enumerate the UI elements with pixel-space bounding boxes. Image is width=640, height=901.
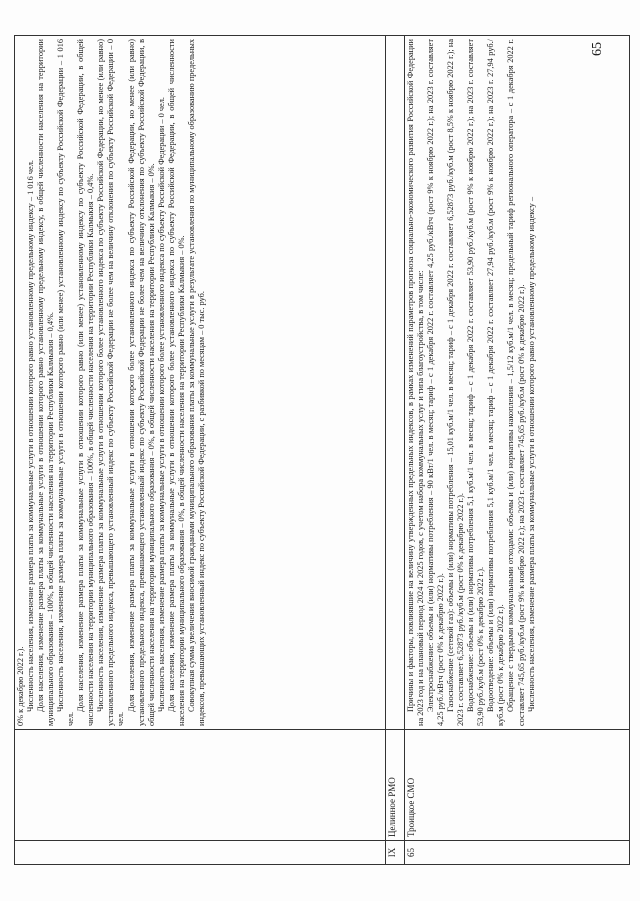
paragraph: Газоснабжение (сетевой газ): объемы и (или) нормативы потребления – 15,01 куб.м/1 чел. в месяц; тариф – с 1 декабря 2022 г. составляет 6,52873 руб./куб.м (рост 8,5% к ноябрю 2022 г.); на 2023 г. составляет 6,52873 руб./куб.м (рост 0% к декабрю 2022 г.). [446,39,466,726]
section-number-cell: IX [386,841,405,865]
table-row [15,36,386,865]
page-number: 65 [590,42,605,56]
paragraph: Причины и факторы, повлиявшие на величину утвержденных предельных индексов, в рамках изменений параметров прогноза социально-экономического развития Российской Федерации на 2023 год и на плановый период 2024 и 2025 годов, с учетом набора коммунальных услуг и типа благоустройства, в том числе: [406,39,426,726]
paragraph: Численность населения, изменение размера платы за коммунальные услуги в отношении которого равно установленному предельному индексу – 1 016 чел. [26,160,36,712]
description-cell [15,36,386,730]
section-name-cell: Целинное РМО [386,730,405,841]
paragraph: Доля населения, изменение размера платы за коммунальные услуги в отношении которого равно установленному предельному индексу, в общей численности населения на территории муниципального образования – 100%, в общей численности населения на территории Республики Калмыкия – 0,4%. [36,39,56,726]
paragraph: Численность населения, изменение размера платы за коммунальные услуги в отношении которого равно (или менее) установленному индексу по субъекту Российской Федерации – 1 016 чел. [56,39,76,726]
paragraph: Доля населения, изменение размера платы за коммунальные услуги в отношении которого более установленного индекса по субъекту Российской Федерации, в общей численности населения на территории муниципального образования – 0%, в общей численности населения на территории Республики Калмыкия – 0%. [166,39,186,726]
municipality-cell [15,730,386,841]
paragraph: Обращение с твердыми коммунальными отходами: объемы и (или) нормативы накопления – 1,5/12 куб.м/1 чел. в месяц; предельный тариф регионального оператора – с 1 декабря 2022 г. составляет 745,65 руб./куб.м (рост 9% к ноябрю 2022 г.); на 2023 г. составляет 745,65 руб./куб.м (рост 0% к декабрю 2022 г.). [506,39,526,726]
paragraph: Численность населения, изменение размера платы за коммунальные услуги в отношении которого более установленного индекса по субъекту Российской Федерации, но менее (или равно) установленного предельного индекса, превышающего установленный индекс по субъекту Российской Федерации не более чем на величину отклонения по субъекту Российской Федерации – 0 чел. [96,39,126,726]
paragraph: Численность населения, изменение размера платы за коммунальные услуги в отношении которого более установленного индекса по субъекту Российской Федерации – 0 чел. [156,97,166,712]
paragraph: Водоотведение: объемы и (или) нормативы потребления 5,1 куб.м/1 чел. в месяц; тариф – с 1 декабря 2022 г. составляет 27,94 руб./куб.м (рост 9% к ноябрю 2022 г.); на 2023 г. 27,94 руб./куб.м (рост 0% к декабрю 2022 г.). [486,39,506,726]
paragraph: 0% к декабрю 2022 г.). [16,646,25,726]
table-row [405,36,630,865]
section-empty-cell [386,36,405,730]
paragraph: Совокупная сумма увеличения вносимой гражданами муниципального образования платы за коммунальные услуги в результате установления по муниципальному образованию предельных индексов, превышающих установленный индекс по субъекту Российской Федерации, с разбивкой по месяцам – 0 тыс. руб. [186,39,206,726]
municipality-cell: Троицкое СМО [405,730,630,841]
paragraph: Доля населения, изменение размера платы за коммунальные услуги в отношении которого равно (или менее) установленному индексу по субъекту Российской Федерации, в общей численности населения на территории муниципального образования – 100%, в общей численности населения на территории Республики Калмыкия – 0,4%. [76,39,96,726]
paragraph: Численность населения, изменение размера платы за коммунальные услуги в отношении которого равно установленному предельному индексу – [526,196,536,712]
paragraph: Водоснабжение: объемы и (или) нормативы потребления 5,1 куб.м/1 чел. в месяц; тариф – с 1 декабря 2022 г. составляет 53,90 руб./куб.м (рост 9% к ноябрю 2022 г.); на 2023 г. составляет 53,90 руб./куб.м (рост 0% к декабрю 2022 г.). [466,39,486,726]
description-cell [405,36,630,730]
row-number-cell: 65 [405,841,630,865]
paragraph: Электроснабжение: объемы и (или) нормативы потребления – 90 кВт/1 чел. в месяц; тариф – с 1 декабря 2022 г. составляет 4,25 руб./кВтч (рост 9% к ноябрю 2022 г.); на 2023 г. составляет 4,25 руб./кВтч (рост 0% к декабрю 2022 г.). [426,39,446,726]
table-row [386,36,405,865]
paragraph: Доля населения, изменение размера платы за коммунальные услуги в отношении которого более установленного индекса по субъекту Российской Федерации, но менее (или равно) установленного предельного индекса, превышающего установленный индекс по субъекту Российской Федерации не более чем на величину отклонения по субъекту Российской Федерации, в общей численности населения на территории муниципального образования – 0%, в общей численности населения на территории Республики Калмыкия – 0%. [126,39,156,726]
row-number-cell [15,841,386,865]
document-table [14,35,630,865]
